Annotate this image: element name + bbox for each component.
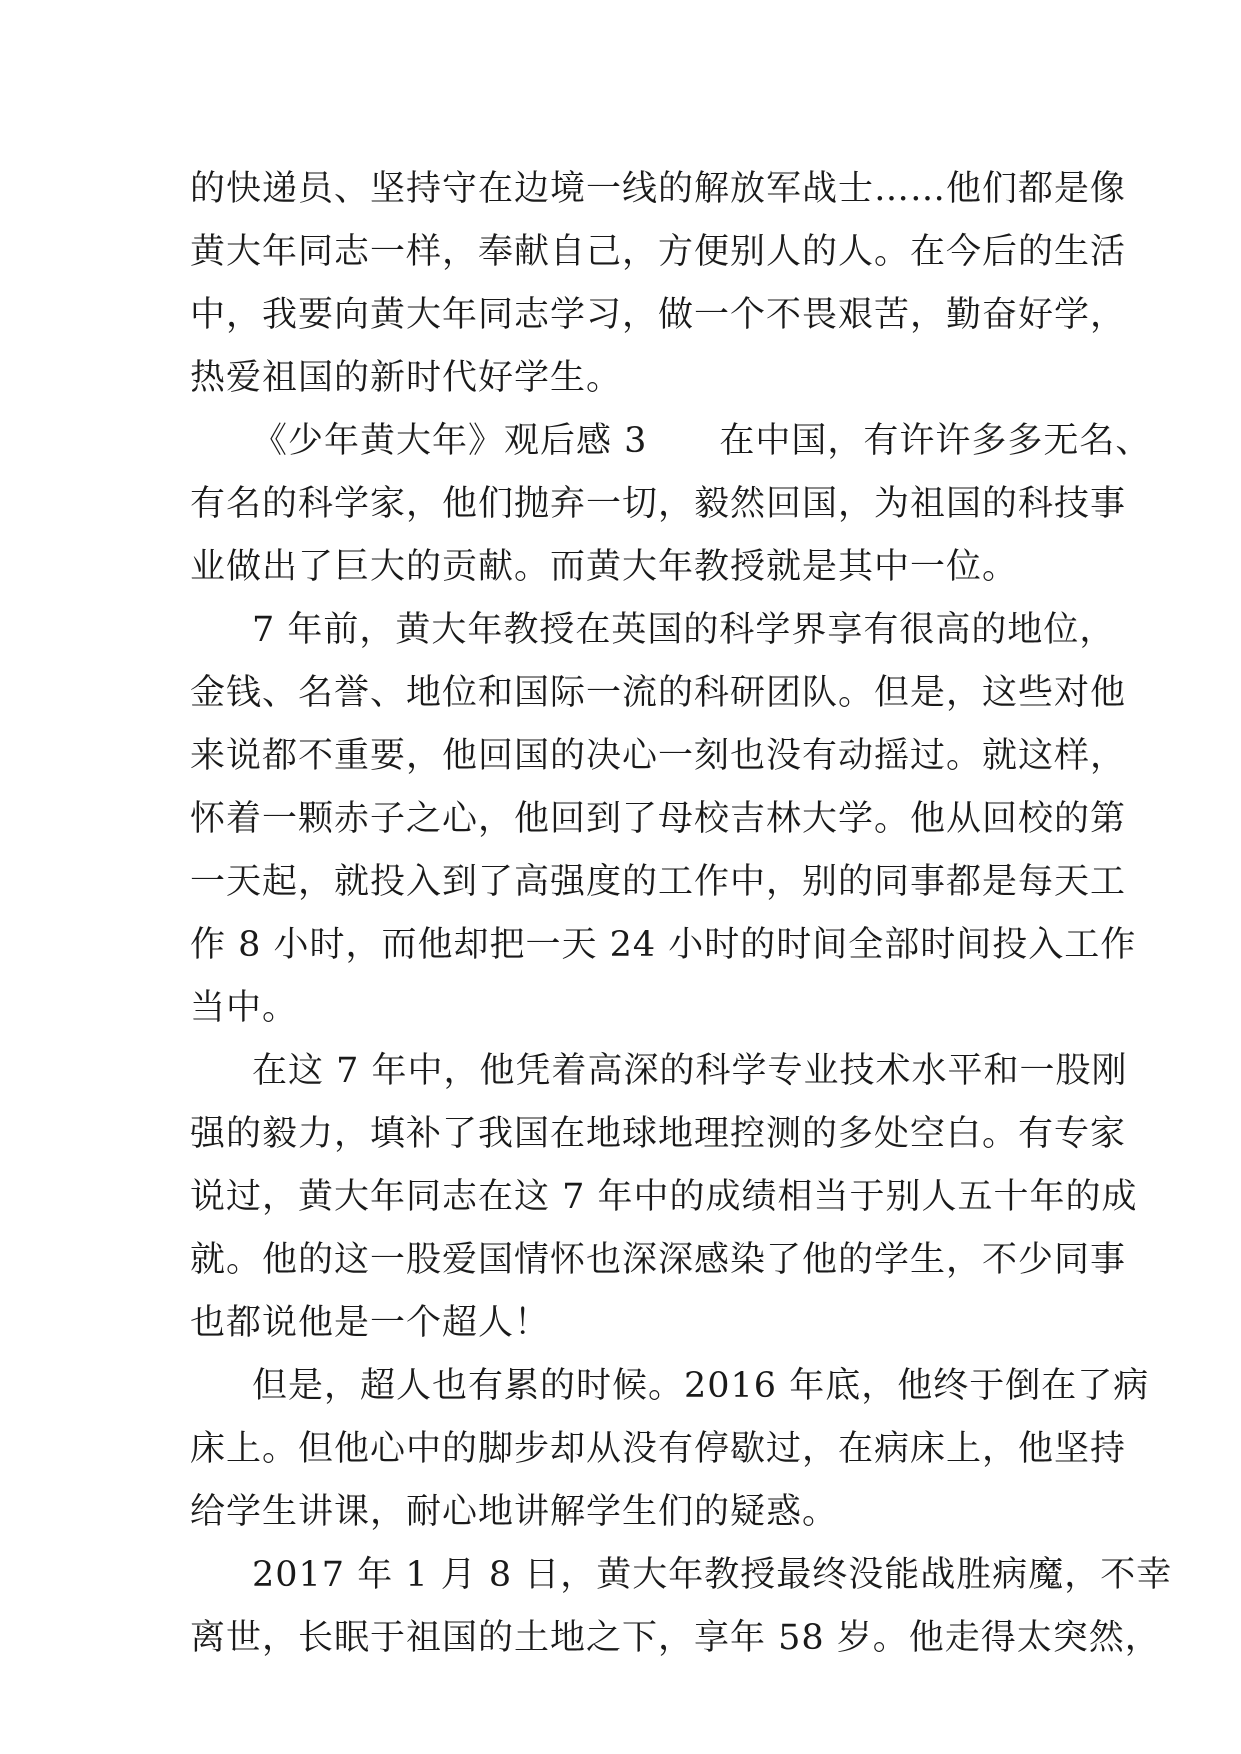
paragraph-start-line: 2017 年 1 月 8 日，黄大年教授最终没能战胜病魔，不幸	[252, 1555, 1173, 1595]
text-line: 强的毅力，填补了我国在地球地理控测的多处空白。有专家	[190, 1114, 1127, 1154]
paragraph-start-line: 在这 7 年中，他凭着高深的科学专业技术水平和一股刚	[252, 1051, 1128, 1091]
text-line: 作 8 小时，而他却把一天 24 小时的时间全部时间投入工作	[190, 925, 1137, 965]
document-body	[190, 158, 1173, 1670]
text-line: 金钱、名誉、地位和国际一流的科研团队。但是，这些对他	[190, 673, 1127, 713]
text-line: 一天起，就投入到了高强度的工作中，别的同事都是每天工	[190, 862, 1127, 902]
text-line: 给学生讲课，耐心地讲解学生们的疑惑。	[190, 1492, 839, 1532]
text-line: 离世，长眠于祖国的土地之下，享年 58 岁。他走得太突然，	[190, 1618, 1161, 1658]
text-line: 热爱祖国的新时代好学生。	[190, 358, 623, 398]
paragraph-start-line: 7 年前，黄大年教授在英国的科学界享有很高的地位，	[252, 610, 1116, 650]
text-line: 黄大年同志一样，奉献自己，方便别人的人。在今后的生活	[190, 232, 1127, 272]
text-line: 的快递员、坚持守在边境一线的解放军战士……他们都是像	[190, 169, 1127, 209]
text-line: 床上。但他心中的脚步却从没有停歇过，在病床上，他坚持	[190, 1429, 1127, 1469]
paragraph-start-line: 但是，超人也有累的时候。2016 年底，他终于倒在了病	[252, 1366, 1150, 1406]
text-line: 说过，黄大年同志在这 7 年中的成绩相当于别人五十年的成	[190, 1177, 1138, 1217]
text-line: 来说都不重要，他回国的决心一刻也没有动摇过。就这样，	[190, 736, 1127, 776]
text-line: 也都说他是一个超人！	[190, 1303, 551, 1343]
text-line: 就。他的这一股爱国情怀也深深感染了他的学生，不少同事	[190, 1240, 1127, 1280]
text-line: 怀着一颗赤子之心，他回到了母校吉林大学。他从回校的第	[190, 799, 1127, 839]
text-line: 业做出了巨大的贡献。而黄大年教授就是其中一位。	[190, 547, 1019, 587]
text-line: 有名的科学家，他们抛弃一切，毅然回国，为祖国的科技事	[190, 484, 1127, 524]
section-heading-line: 《少年黄大年》观后感 3 在中国，有许许多多无名、	[252, 421, 1152, 461]
text-line: 中，我要向黄大年同志学习，做一个不畏艰苦，勤奋好学，	[190, 295, 1127, 335]
text-line: 当中。	[190, 988, 299, 1028]
